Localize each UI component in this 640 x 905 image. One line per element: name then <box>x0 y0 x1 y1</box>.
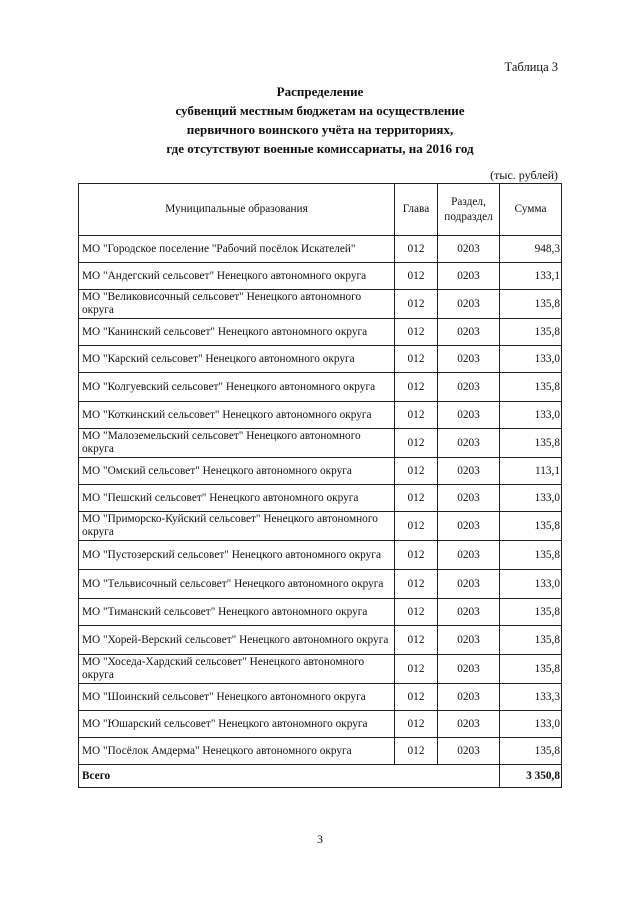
sum-cell: 133,0 <box>500 570 562 599</box>
section-cell: 0203 <box>438 373 500 402</box>
municipality-cell: МО "Городское поселение "Рабочий посёлок Искателей" <box>79 236 395 263</box>
municipality-cell: МО "Омский сельсовет" Ненецкого автономного округа <box>79 458 395 485</box>
title-line: субвенций местным бюджетам на осуществление <box>175 103 465 118</box>
section-cell: 0203 <box>438 402 500 429</box>
subvention-table <box>78 183 562 788</box>
sum-cell: 133,0 <box>500 402 562 429</box>
municipality-cell: МО "Юшарский сельсовет" Ненецкого автономного округа <box>79 711 395 738</box>
sum-cell: 135,8 <box>500 512 562 541</box>
chapter-cell: 012 <box>395 290 438 319</box>
sum-cell: 135,8 <box>500 429 562 458</box>
section-cell: 0203 <box>438 290 500 319</box>
document-title <box>0 82 640 158</box>
total-label: Всего <box>79 765 500 788</box>
chapter-cell: 012 <box>395 236 438 263</box>
section-cell: 0203 <box>438 429 500 458</box>
table-row <box>79 599 562 626</box>
chapter-cell: 012 <box>395 684 438 711</box>
sum-cell: 135,8 <box>500 626 562 655</box>
municipality-cell: МО "Андегский сельсовет" Ненецкого автономного округа <box>79 263 395 290</box>
table-row <box>79 402 562 429</box>
total-row <box>79 765 562 788</box>
table-row <box>79 319 562 346</box>
section-cell: 0203 <box>438 485 500 512</box>
sum-cell: 133,0 <box>500 346 562 373</box>
sum-cell: 948,3 <box>500 236 562 263</box>
chapter-cell: 012 <box>395 263 438 290</box>
header-municipality: Муниципальные образования <box>79 184 395 236</box>
header-sum: Сумма <box>500 184 562 236</box>
sum-cell: 135,8 <box>500 373 562 402</box>
municipality-cell: МО "Пустозерский сельсовет" Ненецкого автономного округа <box>79 541 395 570</box>
municipality-cell: МО "Коткинский сельсовет" Ненецкого автономного округа <box>79 402 395 429</box>
chapter-cell: 012 <box>395 512 438 541</box>
table-row <box>79 570 562 599</box>
table-row <box>79 236 562 263</box>
table-row <box>79 711 562 738</box>
sum-cell: 135,8 <box>500 738 562 765</box>
table-row <box>79 346 562 373</box>
page-number: 3 <box>317 832 323 846</box>
section-cell: 0203 <box>438 263 500 290</box>
municipality-cell: МО "Шоинский сельсовет" Ненецкого автономного округа <box>79 684 395 711</box>
chapter-cell: 012 <box>395 626 438 655</box>
title-line: Распределение <box>276 84 364 99</box>
header-section: Раздел, подраздел <box>438 184 500 236</box>
section-cell: 0203 <box>438 541 500 570</box>
sum-cell: 133,3 <box>500 684 562 711</box>
sum-cell: 135,8 <box>500 541 562 570</box>
municipality-cell: МО "Великовисочный сельсовет" Ненецкого автономного округа <box>79 290 395 319</box>
chapter-cell: 012 <box>395 429 438 458</box>
table-row <box>79 655 562 684</box>
section-cell: 0203 <box>438 570 500 599</box>
municipality-cell: МО "Малоземельский сельсовет" Ненецкого автономного округа <box>79 429 395 458</box>
sum-cell: 133,1 <box>500 263 562 290</box>
chapter-cell: 012 <box>395 599 438 626</box>
chapter-cell: 012 <box>395 570 438 599</box>
municipality-cell: МО "Тельвисочный сельсовет" Ненецкого автономного округа <box>79 570 395 599</box>
section-cell: 0203 <box>438 346 500 373</box>
municipality-cell: МО "Хорей-Верский сельсовет" Ненецкого автономного округа <box>79 626 395 655</box>
total-sum: 3 350,8 <box>500 765 562 788</box>
units-label: (тыс. рублей) <box>490 168 558 182</box>
table-row <box>79 541 562 570</box>
section-cell: 0203 <box>438 319 500 346</box>
chapter-cell: 012 <box>395 319 438 346</box>
municipality-cell: МО "Посёлок Амдерма" Ненецкого автономного округа <box>79 738 395 765</box>
sum-cell: 135,8 <box>500 655 562 684</box>
municipality-cell: МО "Тиманский сельсовет" Ненецкого автономного округа <box>79 599 395 626</box>
sum-cell: 135,8 <box>500 290 562 319</box>
table-row <box>79 263 562 290</box>
chapter-cell: 012 <box>395 655 438 684</box>
chapter-cell: 012 <box>395 346 438 373</box>
table-row <box>79 429 562 458</box>
municipality-cell: МО "Канинский сельсовет" Ненецкого автономного округа <box>79 319 395 346</box>
table-number-label: Таблица 3 <box>504 60 558 74</box>
municipality-cell: МО "Колгуевский сельсовет" Ненецкого автономного округа <box>79 373 395 402</box>
section-cell: 0203 <box>438 512 500 541</box>
sum-cell: 133,0 <box>500 711 562 738</box>
municipality-cell: МО "Приморско-Куйский сельсовет" Ненецкого автономного округа <box>79 512 395 541</box>
sum-cell: 135,8 <box>500 599 562 626</box>
chapter-cell: 012 <box>395 402 438 429</box>
sum-cell: 113,1 <box>500 458 562 485</box>
sum-cell: 133,0 <box>500 485 562 512</box>
table-header-row <box>79 184 562 236</box>
chapter-cell: 012 <box>395 373 438 402</box>
chapter-cell: 012 <box>395 485 438 512</box>
section-cell: 0203 <box>438 711 500 738</box>
table-row <box>79 512 562 541</box>
table-row <box>79 626 562 655</box>
chapter-cell: 012 <box>395 711 438 738</box>
title-line: где отсутствуют военные комиссариаты, на 2016 год <box>166 141 474 156</box>
table-row <box>79 373 562 402</box>
section-cell: 0203 <box>438 458 500 485</box>
municipality-cell: МО "Карский сельсовет" Ненецкого автономного округа <box>79 346 395 373</box>
section-cell: 0203 <box>438 236 500 263</box>
table-row <box>79 738 562 765</box>
title-line: первичного воинского учёта на территориях, <box>186 122 454 137</box>
chapter-cell: 012 <box>395 458 438 485</box>
municipality-cell: МО "Хоседа-Хардский сельсовет" Ненецкого автономного округа <box>79 655 395 684</box>
table-row <box>79 684 562 711</box>
table-row <box>79 290 562 319</box>
header-chapter: Глава <box>395 184 438 236</box>
chapter-cell: 012 <box>395 541 438 570</box>
sum-cell: 135,8 <box>500 319 562 346</box>
table-row <box>79 485 562 512</box>
section-cell: 0203 <box>438 738 500 765</box>
municipality-cell: МО "Пешский сельсовет" Ненецкого автономного округа <box>79 485 395 512</box>
section-cell: 0203 <box>438 599 500 626</box>
section-cell: 0203 <box>438 626 500 655</box>
section-cell: 0203 <box>438 655 500 684</box>
table-row <box>79 458 562 485</box>
chapter-cell: 012 <box>395 738 438 765</box>
section-cell: 0203 <box>438 684 500 711</box>
